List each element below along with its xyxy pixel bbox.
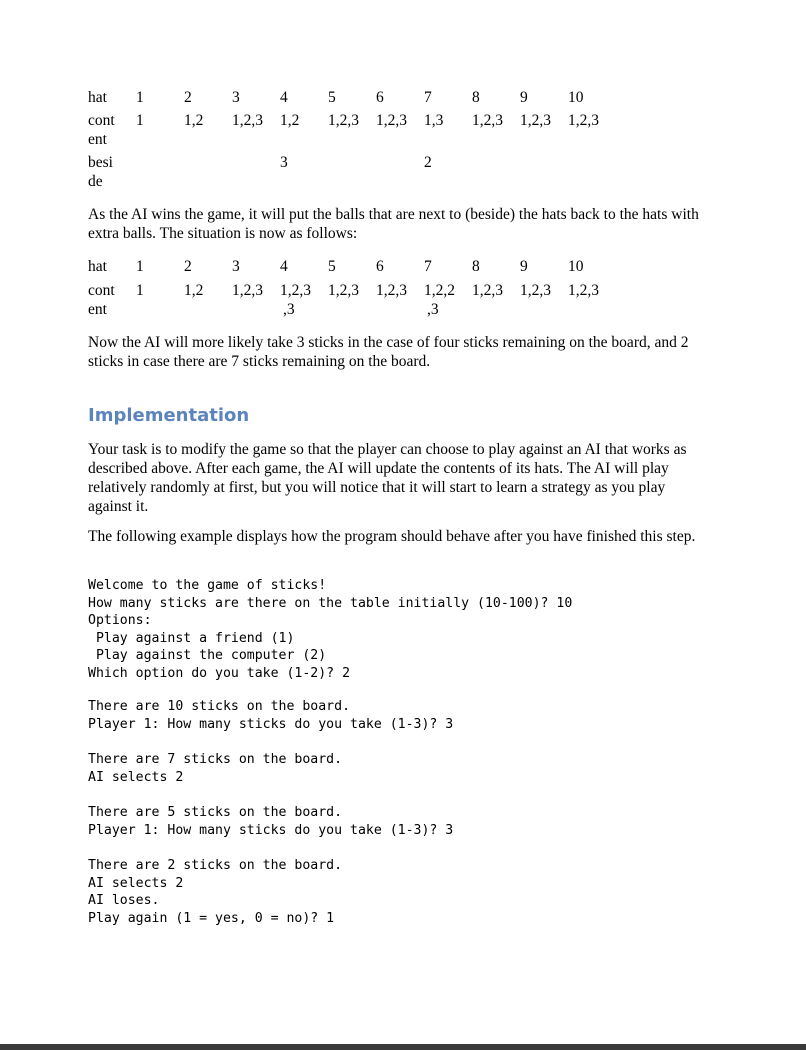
beside-row-label: besi [88,154,113,171]
hat-number: 8 [472,258,480,275]
hat-number: 2 [184,89,192,106]
hat-content: 1,2,3 [328,112,359,129]
hat-content: 1,2,3 [232,282,263,299]
hat-content: 1 [136,282,144,299]
hat-row-label: hat [88,89,107,106]
hat-content: 1,2,3 [280,282,311,299]
hat-number: 1 [136,258,144,275]
hat-content: 1,2,3 [376,112,407,129]
hat-content: 1,2,3 [472,282,503,299]
code-turn-5-sticks: There are 5 sticks on the board. Player 1: How many sticks do you take (1-3)? 3 [88,805,454,838]
hat-content: 1,2,3 [376,282,407,299]
code-turn-2-sticks: There are 2 sticks on the board. AI selects 2 AI loses. Play again (1 = yes, 0 = no)? 1 [88,858,343,926]
hat-number: 8 [472,89,480,106]
hat-number: 3 [232,258,240,275]
content-row-label: cont [88,282,115,299]
hat-number: 5 [328,258,336,275]
hat-number: 6 [376,258,384,275]
beside-row-label-wrap: de [88,173,103,190]
hat-number: 1 [136,89,144,106]
hat-content: 1,2,3 [328,282,359,299]
hat-number: 7 [424,258,432,275]
content-row-label-wrap: ent [88,301,107,318]
hat-number: 2 [184,258,192,275]
hat-number: 3 [232,89,240,106]
hat-number: 5 [328,89,336,106]
hat-number: 7 [424,89,432,106]
hat-content-wrap: ,3 [283,301,295,318]
hat-number: 10 [568,258,584,275]
hat-number: 6 [376,89,384,106]
paragraph-example-intro: The following example displays how the program should behave after you have finished this step. [88,528,696,545]
hat-beside: 3 [280,154,288,171]
hat-number: 4 [280,258,288,275]
hat-content: 1,2,3 [232,112,263,129]
hat-content: 1,2,3 [568,112,599,129]
content-row-label-wrap: ent [88,131,107,148]
code-turn-10-sticks: There are 10 sticks on the board. Player 1: How many sticks do you take (1-3)? 3 [88,699,454,732]
hat-content: 1,2,3 [472,112,503,129]
code-welcome-options: Welcome to the game of sticks! How many sticks are there on the table initially (10-100)? 10 Options: Play against a friend (1) Play against the computer (2) Which option do you take (1-2)? 2 [88,578,573,681]
hat-row-label: hat [88,258,107,275]
hat-content: 1,2,2 [424,282,455,299]
paragraph-ai-wins: As the AI wins the game, it will put the balls that are next to (beside) the hats back to the hats with extra balls. The situation is now as follows: [88,206,699,242]
hat-number: 4 [280,89,288,106]
hat-content: 1,3 [424,112,444,129]
section-heading-implementation: Implementation [88,405,250,426]
paragraph-task: Your task is to modify the game so that the player can choose to play against an AI that works as described above. After each game, the AI will update the contents of its hats. The AI will play relatively randomly at first, but you will notice that it will start to learn a strategy as you play against it. [88,441,687,515]
content-row-label: cont [88,112,115,129]
hat-content: 1,2 [184,282,204,299]
hat-content: 1,2,3 [520,282,551,299]
code-turn-7-sticks: There are 7 sticks on the board. AI selects 2 [88,752,343,785]
hat-content: 1,2,3 [520,112,551,129]
hat-number: 9 [520,89,528,106]
hat-content: 1,2,3 [568,282,599,299]
hat-number: 9 [520,258,528,275]
hat-content: 1,2 [184,112,204,129]
page-bottom-border [0,1044,806,1050]
paragraph-ai-likely: Now the AI will more likely take 3 sticks in the case of four sticks remaining on the board, and 2 sticks in case there are 7 sticks remaining on the board. [88,334,689,370]
hat-content: 1 [136,112,144,129]
hat-beside: 2 [424,154,432,171]
hat-content-wrap: ,3 [427,301,439,318]
hat-content: 1,2 [280,112,300,129]
hat-number: 10 [568,89,584,106]
